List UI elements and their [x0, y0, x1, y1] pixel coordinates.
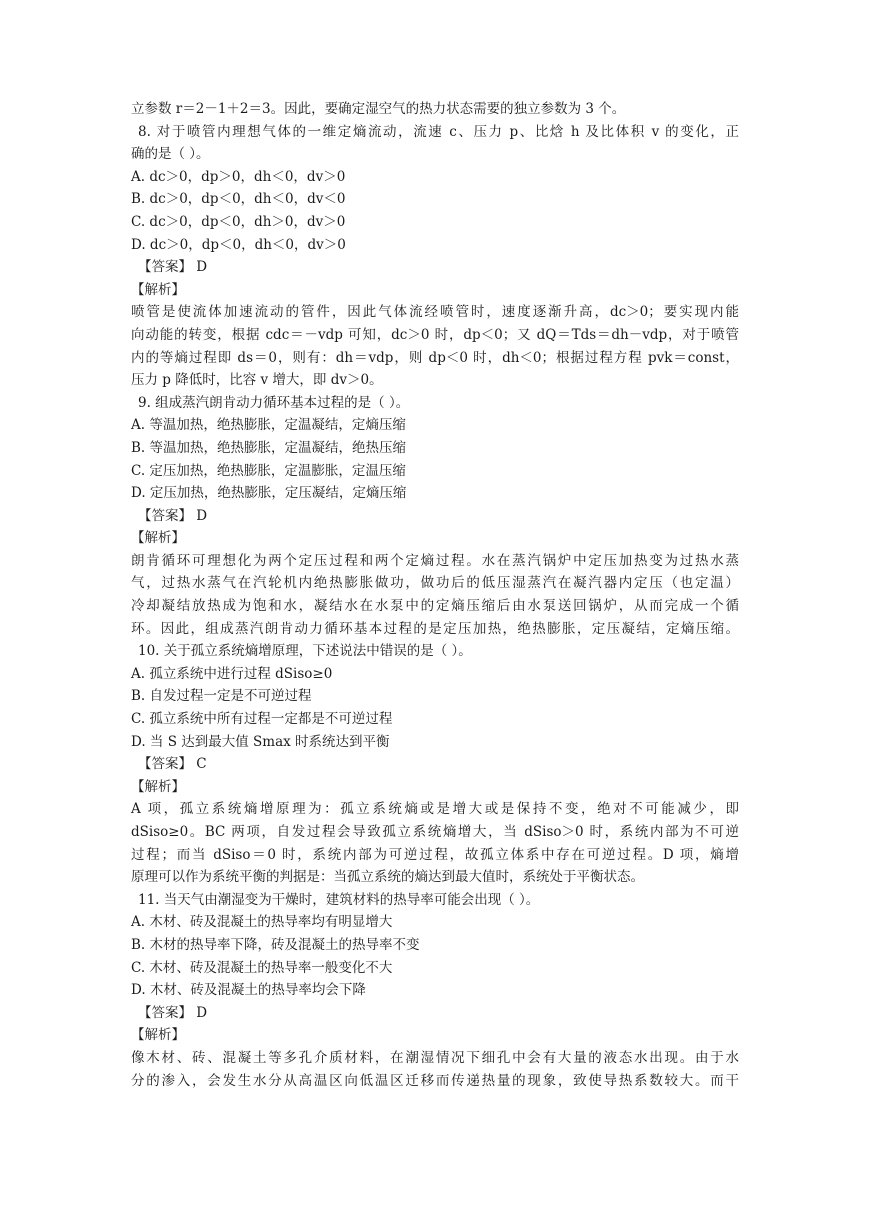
- question-10-analysis-line-1: A 项，孤立系统熵增原理为：孤立系统熵或是增大或是保持不变，绝对不可能减少，即: [131, 801, 739, 818]
- question-11: [131, 889, 739, 1092]
- question-10-option-b: B. 自发过程一定是不可逆过程: [131, 688, 312, 705]
- question-10: [131, 640, 739, 889]
- question-8: [131, 121, 739, 392]
- question-8-stem-line-1: 8. 对于喷管内理想气体的一维定熵流动，流速 c、压力 p、比焓 h 及比体积 v 的变化，正: [138, 123, 739, 140]
- question-11-stem: 11. 当天气由潮湿变为干燥时，建筑材料的热导率可能会出现（ ）。: [138, 891, 540, 908]
- question-9-analysis-line-3: 冷却凝结放热成为饱和水，凝结水在水泵中的定熵压缩后由水泵送回锅炉，从而完成一个循: [131, 598, 739, 615]
- question-11-option-c: C. 木材、砖及混凝土的热导率一般变化不大: [131, 959, 393, 976]
- question-10-analysis-line-4: 原理可以作为系统平衡的判据是：当孤立系统的熵达到最大值时，系统处于平衡状态。: [131, 869, 644, 886]
- intro-line: 立参数 r＝2－1＋2＝3。因此，要确定湿空气的热力状态需要的独立参数为 3 个。: [131, 101, 626, 117]
- question-9-analysis-line-1: 朗肯循环可理想化为两个定压过程和两个定熵过程。水在蒸汽锅炉中定压加热变为过热水蒸: [131, 552, 739, 569]
- question-11-answer: 【答案】 D: [138, 1004, 208, 1021]
- question-11-analysis-line-1: 像木材、砖、混凝土等多孔介质材料，在潮湿情况下细孔中会有大量的液态水出现。由于水: [131, 1049, 739, 1066]
- question-10-option-a: A. 孤立系统中进行过程 dSiso≥0: [131, 665, 333, 682]
- question-9-option-a: A. 等温加热，绝热膨胀，定温凝结，定熵压缩: [131, 417, 406, 434]
- question-9-analysis-title: 【解析】: [131, 530, 185, 547]
- question-8-stem-line-2: 确的是（ ）。: [131, 146, 210, 163]
- question-10-analysis-title: 【解析】: [131, 778, 185, 795]
- question-8-analysis-line-3: 内的等熵过程即 ds＝0，则有：dh＝vdp，则 dp＜0 时，dh＜0；根据过程方程 pvk＝const，: [131, 349, 739, 366]
- question-9-option-c: C. 定压加热，绝热膨胀，定温膨胀，定温压缩: [131, 462, 406, 479]
- question-9: [131, 392, 739, 641]
- question-10-analysis-line-2: dSiso≥0。BC 两项，自发过程会导致孤立系统熵增大，当 dSiso＞0 时，系统内部为不可逆: [131, 824, 739, 840]
- question-9-analysis-line-4: 环。因此，组成蒸汽朗肯动力循环基本过程的是定压加热，绝热膨胀，定压凝结，定熵压缩。: [131, 620, 739, 637]
- question-9-option-d: D. 定压加热，绝热膨胀，定压凝结，定熵压缩: [131, 485, 407, 502]
- question-11-analysis-title: 【解析】: [131, 1027, 185, 1044]
- question-10-answer: 【答案】 C: [138, 756, 207, 773]
- question-8-analysis-line-1: 喷管是使流体加速流动的管件，因此气体流经喷管时，速度逐渐升高，dc＞0；要实现内能: [131, 304, 739, 321]
- question-8-option-b: B. dc＞0，dp＜0，dh＜0，dv＜0: [131, 191, 346, 208]
- question-8-option-c: C. dc＞0，dp＜0，dh＞0，dv＞0: [131, 213, 346, 230]
- question-10-option-c: C. 孤立系统中所有过程一定都是不可逆过程: [131, 711, 393, 728]
- question-11-option-b: B. 木材的热导率下降，砖及混凝土的热导率不变: [131, 936, 420, 953]
- question-8-analysis-line-4: 压力 p 降低时，比容 v 增大，即 dv＞0。: [131, 372, 383, 389]
- question-10-option-d: D. 当 S 达到最大值 Smax 时系统达到平衡: [131, 733, 390, 750]
- question-9-stem: 9. 组成蒸汽朗肯动力循环基本过程的是（ ）。: [138, 394, 410, 411]
- question-8-analysis-line-2: 向动能的转变，根据 cdc＝－vdp 可知，dc＞0 时，dp＜0；又 dQ＝Tds＝dh－vdp，对于喷管: [131, 326, 739, 343]
- question-9-analysis-line-2: 气，过热水蒸气在汽轮机内绝热膨胀做功，做功后的低压湿蒸汽在凝汽器内定压（也定温）: [131, 575, 739, 592]
- question-11-option-d: D. 木材、砖及混凝土的热导率均会下降: [131, 982, 366, 999]
- question-8-option-a: A. dc＞0，dp＞0，dh＜0，dv＞0: [131, 168, 346, 185]
- question-11-analysis-line-2: 分的渗入，会发生水分从高温区向低温区迁移而传递热量的现象，致使导热系数较大。而干: [131, 1072, 739, 1089]
- question-9-option-b: B. 等温加热，绝热膨胀，定温凝结，绝热压缩: [131, 439, 407, 456]
- question-8-answer: 【答案】 D: [138, 259, 208, 276]
- question-10-stem: 10. 关于孤立系统熵增原理，下述说法中错误的是（ ）。: [138, 643, 472, 660]
- document-page: [131, 98, 739, 1092]
- question-11-option-a: A. 木材、砖及混凝土的热导率均有明显增大: [131, 914, 393, 931]
- question-8-analysis-title: 【解析】: [131, 281, 185, 298]
- question-9-answer: 【答案】 D: [138, 507, 208, 524]
- question-10-analysis-line-3: 过程；而当 dSiso＝0 时，系统内部为可逆过程，故孤立体系中存在可逆过程。D 项，熵增: [131, 846, 739, 863]
- question-8-option-d: D. dc＞0，dp＜0，dh＜0，dv＞0: [131, 236, 346, 253]
